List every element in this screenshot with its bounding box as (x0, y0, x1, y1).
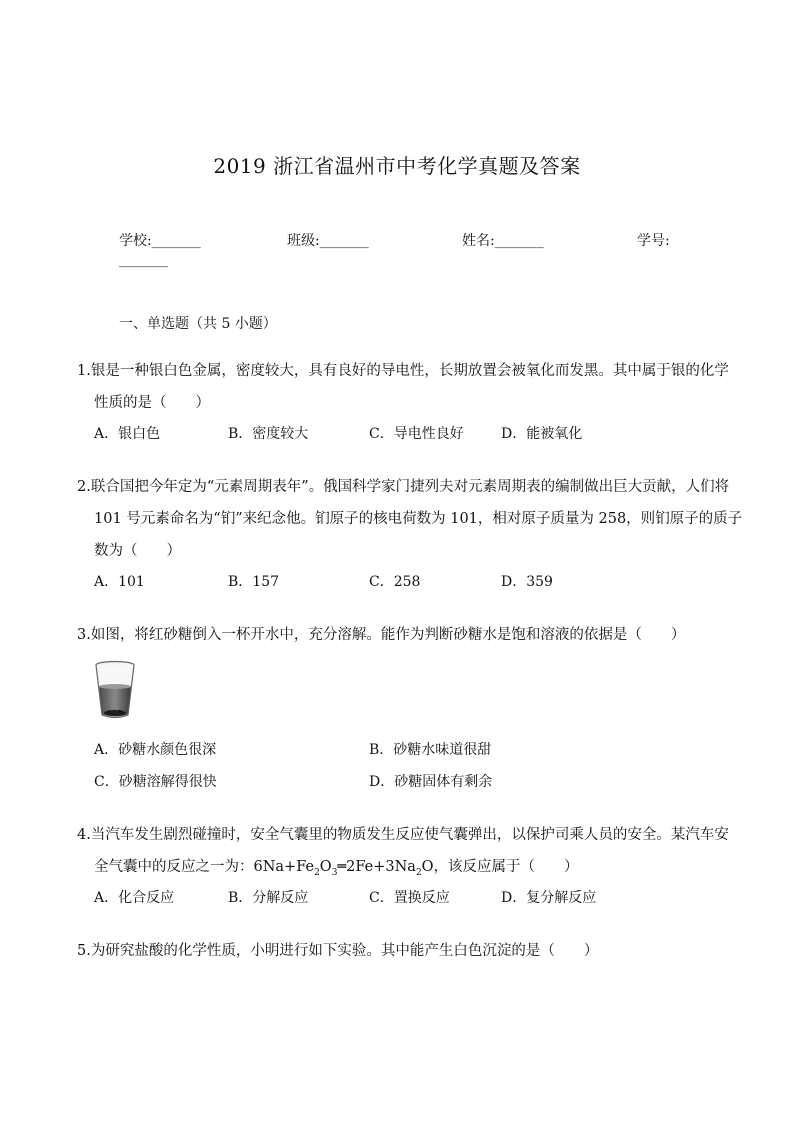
q4-equation-suffix: O，该反应属于（ ） (421, 859, 579, 875)
q4-subscript: 3 (331, 867, 338, 878)
school-field: 学校:_______ (119, 233, 201, 249)
q4-subscript: 2 (314, 867, 320, 878)
q1-text-line1: 1.银是一种银白色金属，密度较大，具有良好的导电性，长期放置会被氧化而发黑。其中属于银的化学 (77, 363, 729, 379)
q3-option-c: C．砂糖溶解得很快 (94, 774, 217, 790)
q4-option-a: A．化合反应 (94, 890, 175, 906)
q4-subscript: 2 (415, 867, 422, 878)
q2-text-line2: 101 号元素命名为“钔”来纪念他。钔原子的核电荷数为 101，相对原子质量为 258，则钔原子的质子 (94, 511, 743, 527)
q4-equation-prefix: 全气囊中的反应之一为：6Na+Fe (94, 859, 315, 875)
q1-option-a: A．银白色 (94, 426, 161, 442)
q4-option-d: D．复分解反应 (501, 890, 597, 906)
section-heading: 一、单选题（共 5 小题） (119, 316, 277, 332)
q2-option-a: A．101 (94, 574, 145, 590)
q5-text-line1: 5.为研究盐酸的化学性质，小明进行如下实验。其中能产生白色沉淀的是（ ） (77, 943, 599, 959)
q2-text-line3: 数为（ ） (94, 543, 181, 559)
student-number-line: _______ (119, 252, 168, 268)
class-field: 班级:_______ (287, 233, 369, 249)
q4-option-c: C．置换反应 (369, 890, 450, 906)
q3-option-d: D．砂糖固体有剩余 (369, 774, 493, 790)
q4-text-line1: 4.当汽车发生剧烈碰撞时，安全气囊里的物质发生反应使气囊弹出，以保护司乘人员的安全。某汽车安 (77, 827, 729, 843)
q3-option-a: A．砂糖水颜色很深 (94, 742, 217, 758)
q4-equation-part: O (319, 859, 332, 875)
q1-option-c: C．导电性良好 (369, 426, 464, 442)
student-number-field: 学号: (637, 233, 670, 249)
document-title: 2019 浙江省温州市中考化学真题及答案 (213, 154, 581, 178)
q4-equation-part: ═2Fe+3Na (337, 859, 416, 875)
beaker-illustration (93, 660, 137, 722)
q1-text-line2: 性质的是（ ） (94, 395, 210, 411)
q4-text-line2 (94, 855, 579, 878)
q3-text-line1: 3.如图，将红砂糖倒入一杯开水中，充分溶解。能作为判断砂糖水是饱和溶液的依据是（ ） (77, 627, 686, 643)
q4-option-b: B．分解反应 (228, 890, 309, 906)
q3-option-b: B．砂糖水味道很甜 (369, 742, 492, 758)
q2-option-d: D．359 (501, 574, 553, 590)
name-field: 姓名:_______ (462, 233, 544, 249)
q2-text-line1: 2.联合国把今年定为“元素周期表年”。俄国科学家门捷列夫对元素周期表的编制做出巨大贡献，人们将 (77, 479, 730, 495)
q1-option-d: D．能被氧化 (501, 426, 583, 442)
q2-option-b: B．157 (228, 574, 280, 590)
q1-option-b: B．密度较大 (228, 426, 309, 442)
q2-option-c: C．258 (369, 574, 421, 590)
